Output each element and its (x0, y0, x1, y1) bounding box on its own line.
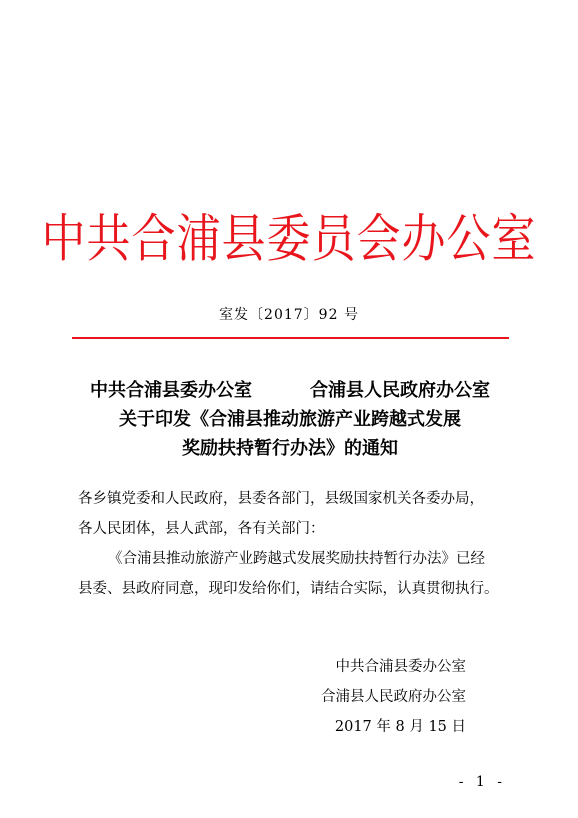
signature-date: 2017 年 8 月 15 日 (334, 719, 466, 735)
signature-block (321, 652, 466, 742)
body-line-3: 《合浦县推动旅游产业跨越式发展奖励扶持暂行办法》已经 (108, 551, 485, 567)
title-issuers-line (60, 376, 520, 405)
red-masthead-title: 中共合浦县委员会办公室 (41, 209, 537, 270)
title-issuer-government-office: 合浦县人民政府办公室 (310, 380, 490, 401)
body-line-2: 各人民团体，县人武部，各有关部门： (78, 521, 325, 537)
document-number: 室发〔2017〕92 号 (219, 307, 359, 323)
red-separator-line (72, 337, 509, 339)
notice-body (78, 484, 518, 604)
signature-government-office: 合浦县人民政府办公室 (321, 689, 466, 705)
title-line-3: 奖励扶持暂行办法》的通知 (182, 438, 398, 459)
title-line-2: 关于印发《合浦县推动旅游产业跨越式发展 (119, 409, 461, 430)
body-line-1: 各乡镇党委和人民政府，县委各部门，县级国家机关各委办局， (78, 491, 484, 507)
notice-title (60, 376, 520, 463)
signature-party-office: 中共合浦县委办公室 (335, 659, 466, 675)
body-line-4: 县委、县政府同意，现印发给你们，请结合实际，认真贯彻执行。 (78, 581, 499, 597)
page-number: - 1 - (458, 774, 506, 790)
title-issuer-party-office: 中共合浦县委办公室 (90, 380, 252, 401)
